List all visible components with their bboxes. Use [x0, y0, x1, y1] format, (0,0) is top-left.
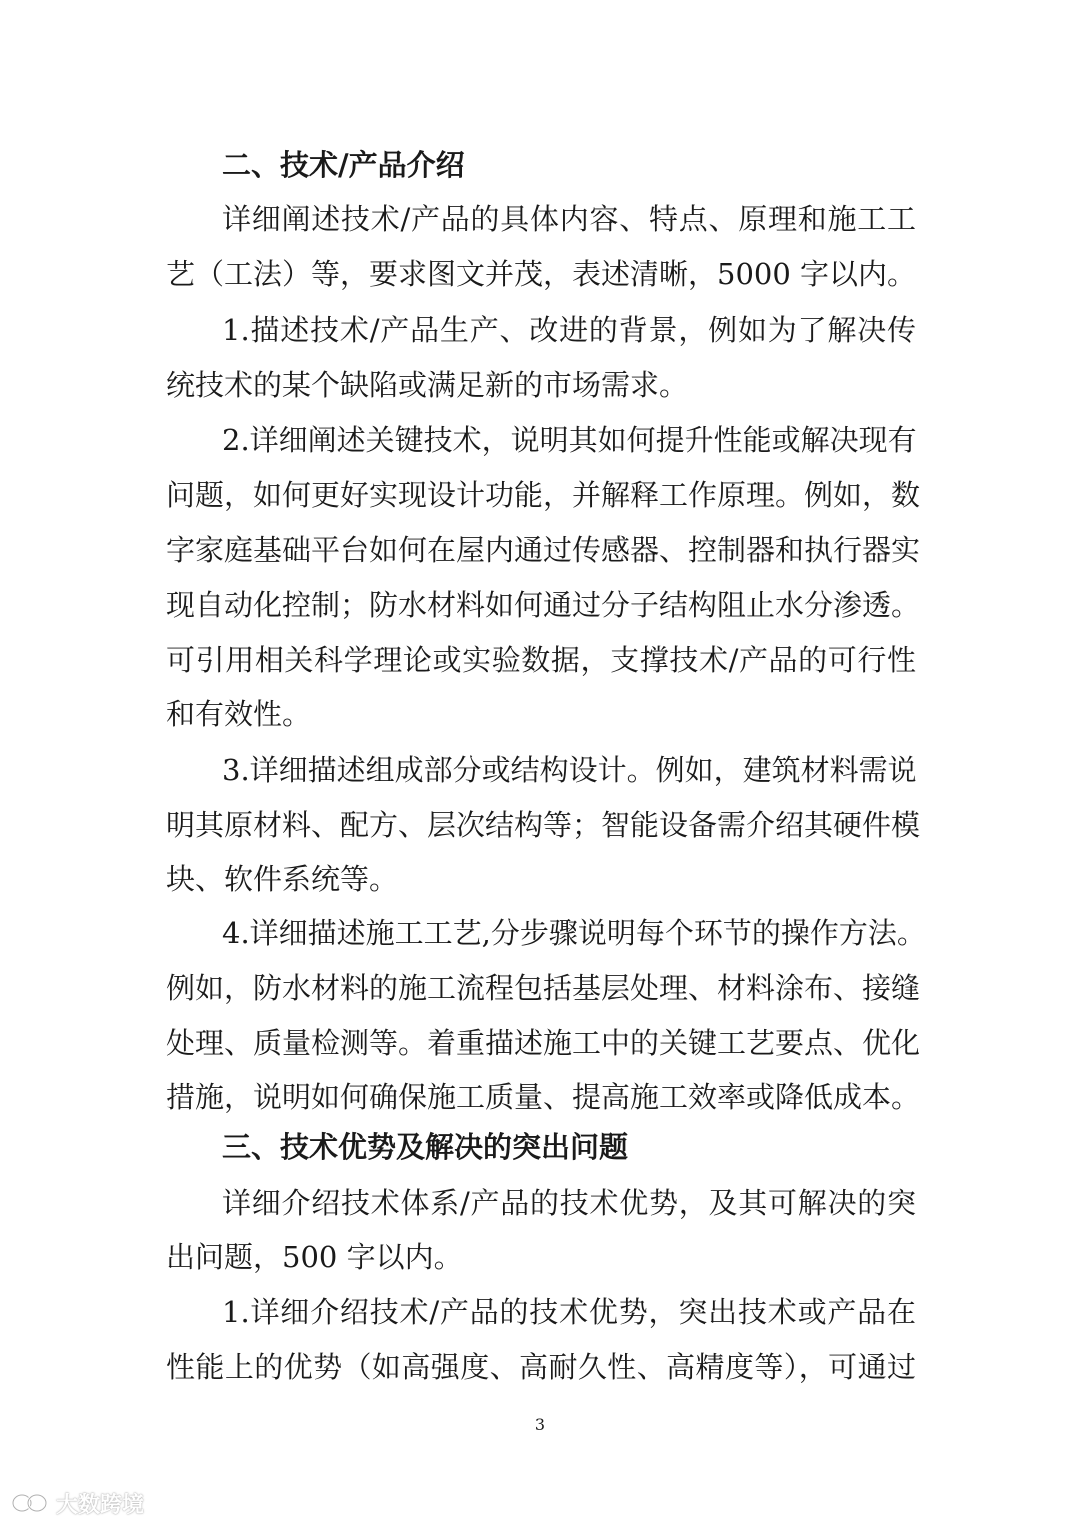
paragraph-line: 1.描述技术/产品生产、改进的背景，例如为了解决传	[222, 313, 916, 347]
paragraph-line: 2.详细阐述关键技术，说明其如何提升性能或解决现有	[222, 423, 917, 457]
watermark	[10, 1488, 144, 1518]
paragraph-line: 可引用相关科学理论或实验数据，支撑技术/产品的可行性	[166, 643, 916, 677]
section-3-heading: 三、技术优势及解决的突出问题	[222, 1130, 629, 1164]
section-2-heading: 二、技术/产品介绍	[222, 148, 465, 182]
paragraph-line: 处理、质量检测等。着重描述施工中的关键工艺要点、优化	[166, 1026, 921, 1060]
paragraph-line: 艺（工法）等，要求图文并茂，表述清晰，5000 字以内。	[166, 257, 917, 291]
paragraph-line: 问题，如何更好实现设计功能，并解释工作原理。例如，数	[166, 478, 921, 512]
paragraph-line: 措施，说明如何确保施工质量、提高施工效率或降低成本。	[166, 1080, 921, 1114]
paragraph-line: 3.详细描述组成部分或结构设计。例如，建筑材料需说	[222, 753, 917, 787]
paragraph-line: 明其原材料、配方、层次结构等；智能设备需介绍其硬件模	[166, 808, 921, 842]
paragraph-line: 块、软件系统等。	[166, 862, 399, 896]
paragraph-line: 详细介绍技术体系/产品的技术优势，及其可解决的突	[222, 1186, 916, 1220]
watermark-text: 大数跨境	[56, 1492, 145, 1518]
paragraph-line: 例如，防水材料的施工流程包括基层处理、材料涂布、接缝	[166, 971, 921, 1005]
paragraph-line: 统技术的某个缺陷或满足新的市场需求。	[166, 368, 689, 402]
paragraph-line: 和有效性。	[166, 697, 312, 731]
paragraph-line: 出问题，500 字以内。	[166, 1240, 463, 1274]
paragraph-line: 详细阐述技术/产品的具体内容、特点、原理和施工工	[222, 202, 916, 236]
paragraph-line: 1.详细介绍技术/产品的技术优势，突出技术或产品在	[222, 1295, 916, 1329]
paragraph-line: 性能上的优势（如高强度、高耐久性、高精度等），可通过	[166, 1350, 916, 1384]
paragraph-line: 4.详细描述施工工艺,分步骤说明每个环节的操作方法。	[222, 916, 926, 950]
paragraph-line: 现自动化控制；防水材料如何通过分子结构阻止水分渗透。	[166, 588, 921, 622]
paragraph-line: 字家庭基础平台如何在屋内通过传感器、控制器和执行器实	[166, 533, 921, 567]
logo-icon	[10, 1491, 50, 1515]
page-number: 3	[534, 1415, 546, 1434]
